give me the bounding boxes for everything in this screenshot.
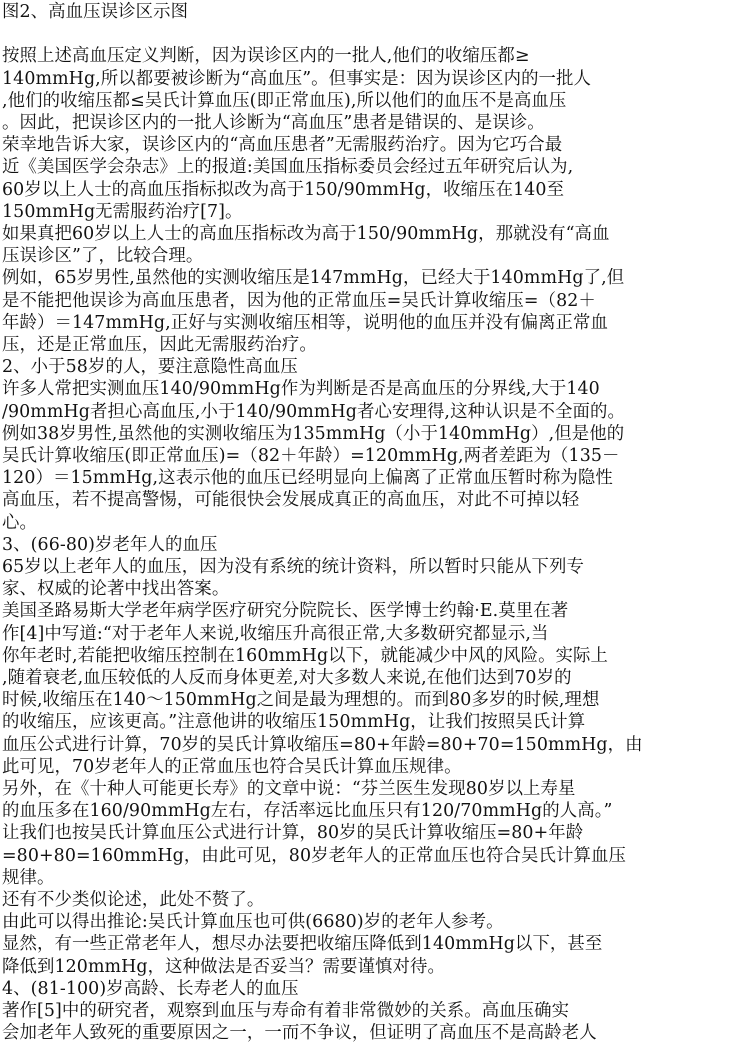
- text-line: 是不能把他误诊为高血压患者，因为他的正常血压=吴氏计算收缩压=（82＋: [2, 290, 596, 311]
- text-line: 规律。: [2, 867, 55, 888]
- text-line: 2、小于58岁的人，要注意隐性高血压: [2, 357, 298, 378]
- text-line: 压误诊区”了，比较合理。: [2, 246, 204, 267]
- text-line: 按照上述高血压定义判断，因为误诊区内的一批人,他们的收缩压都≥: [2, 46, 530, 67]
- text-line: 由此可以得出推论:吴氏计算血压也可供(6680)岁的老年人参考。: [2, 912, 504, 933]
- text-line: 60岁以上人士的高血压指标拟改为高于150/90mmHg，收缩压在140至: [2, 179, 565, 200]
- text-line: 此可见，70岁老年人的正常血压也符合吴氏计算血压规律。: [2, 756, 462, 777]
- text-line: 还有不少类似论述，此处不赘了。: [2, 890, 265, 910]
- text-line: ,他们的收缩压都≤吴氏计算血压(即正常血压),所以他们的血压不是高血压: [2, 90, 567, 111]
- text-line: 65岁以上老年人的血压，因为没有系统的统计资料，所以暂时只能从下列专: [2, 557, 585, 577]
- text-line: 如果真把60岁以上人士的高血压指标改为高于150/90mmHg，那就没有“高血: [2, 224, 610, 244]
- text-line: 吴氏计算收缩压(即正常血压)=（82＋年龄）=120mmHg,两者差距为（135－: [2, 446, 620, 466]
- text-line: 140mmHg,所以都要被诊断为“高血压”。但事实是：因为误诊区内的一批人: [2, 68, 592, 89]
- text-line: 许多人常把实测血压140/90mmHg作为判断是否是高血压的分界线,大于140: [2, 379, 600, 400]
- text-line: 显然，有一些正常老年人，想尽办法要把收缩压降低到140mmHg以下，甚至: [2, 934, 603, 955]
- text-line: 家、权威的论著中找出答案。: [2, 579, 230, 600]
- text-line: 让我们也按吴氏计算血压公式进行计算，80岁的吴氏计算收缩压=80+年龄: [2, 823, 584, 844]
- text-line: =80+80=160mmHg，由此可见，80岁老年人的正常血压也符合吴氏计算血压: [2, 845, 626, 866]
- text-line: 年龄）＝147mmHg,正好与实测收缩压相等，说明他的血压并没有偏离正常血: [2, 312, 609, 333]
- text-line: /90mmHg者担心高血压,小于140/90mmHg者心安理得,这种认识是不全面的。: [2, 401, 625, 422]
- text-line: 降低到120mmHg，这种做法是否妥当？需要谨慎对待。: [2, 956, 445, 977]
- text-line: 150mmHg无需服药治疗[7]。: [2, 201, 243, 222]
- text-line: 图2、高血压误诊区示图: [2, 2, 189, 22]
- text-line: 120）＝15mmHg,这表示他的血压已经明显向上偏离了正常血压暂时称为隐性: [2, 468, 613, 489]
- text-line: 的血压多在160/90mmHg左右，存活率远比血压只有120/70mmHg的人高。”: [2, 801, 613, 822]
- text-line: 近《美国医学会杂志》上的报道:美国血压指标委员会经过五年研究后认为,: [2, 157, 574, 178]
- text-line: 的收缩压，应该更高。”注意他讲的收缩压150mmHg，让我们按照吴氏计算: [2, 712, 586, 733]
- text-line: ,随着衰老,血压较低的人反而身体更差,对大多数人来说,在他们达到70岁的: [2, 668, 572, 688]
- text-line: 例如38岁男性,虽然他的实测收缩压为135mmHg（小于140mmHg）,但是他的: [2, 423, 625, 444]
- text-line: 你年老时,若能把收缩压控制在160mmHg以下，就能减少中风的风险。实际上: [2, 645, 609, 666]
- text-line: 4、(81-100)岁高龄、长寿老人的血压: [2, 978, 299, 999]
- text-line: 高血压，若不提高警惕，可能很快会发展成真正的高血压，对此不可掉以轻: [2, 490, 580, 511]
- text-line: 荣幸地告诉大家，误诊区内的“高血压患者”无需服药治疗。因为它巧合最: [2, 135, 563, 156]
- text-line: 美国圣路易斯大学老年病学医疗研究分院院长、医学博士约翰·E.莫里在著: [2, 601, 569, 622]
- text-line: 时候,收缩压在140～150mmHg之间是最为理想的。而到80多岁的时候,理想: [2, 690, 600, 711]
- text-line: 血压公式进行计算，70岁的吴氏计算收缩压=80+年龄=80+70=150mmHg，由: [2, 734, 643, 755]
- text-line: 著作[5]中的研究者，观察到血压与寿命有着非常微妙的关系。高血压确实: [2, 1001, 570, 1021]
- text-line: 会加老年人致死的重要原因之一，一而不争议，但证明了高血压不是高龄老人: [2, 1023, 597, 1044]
- text-line: 作[4]中写道:“对于老年人来说,收缩压升高很正常,大多数研究都显示,当: [2, 623, 549, 644]
- text-line: 心。: [2, 512, 37, 533]
- text-line: 3、(66-80)岁老年人的血压: [2, 534, 218, 555]
- text-line: 另外，在《十种人可能更长寿》的文章中说：“芬兰医生发现80岁以上寿星: [2, 779, 576, 799]
- text-line: 。因此，把误诊区内的一批人诊断为“高血压”患者是错误的、是误诊。: [2, 113, 545, 133]
- text-line: 例如，65岁男性,虽然他的实测收缩压是147mmHg，已经大于140mmHg了,但: [2, 268, 625, 289]
- text-line: 压，还是正常血压，因此无需服药治疗。: [2, 335, 317, 355]
